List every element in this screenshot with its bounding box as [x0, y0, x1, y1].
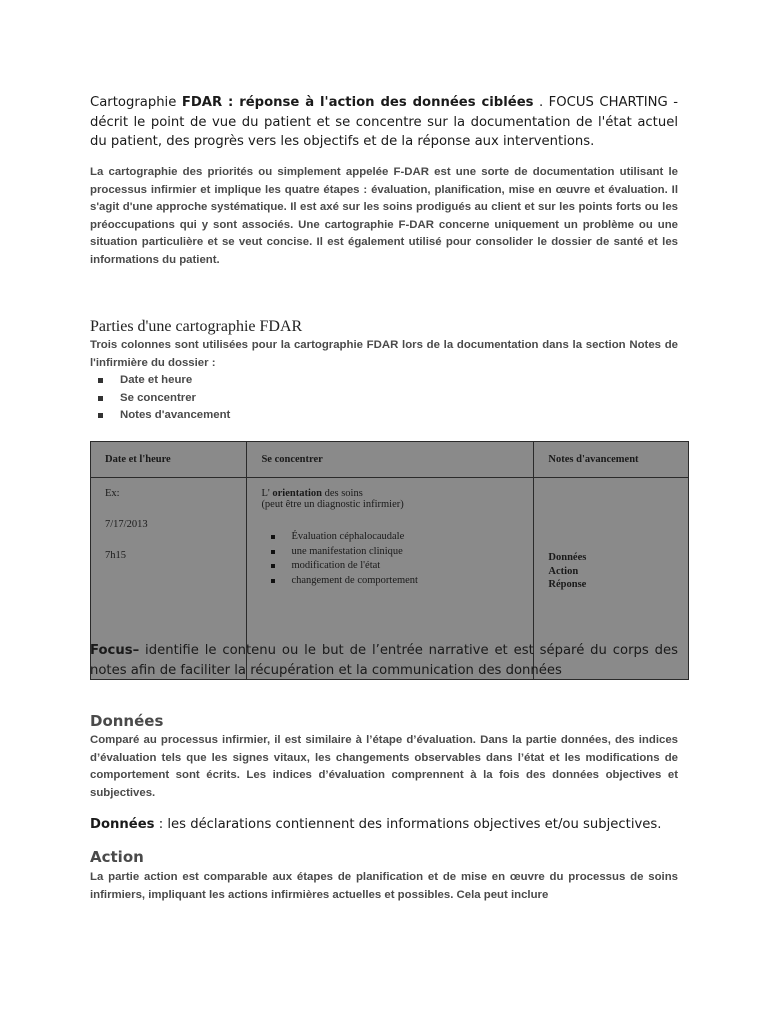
cell-date-value: 7/17/2013 [105, 519, 148, 530]
list-item-label: Évaluation céphalocaudale [291, 531, 405, 542]
list-item [96, 390, 230, 408]
notes-reponse: Réponse [548, 579, 587, 590]
table-header-row [91, 442, 689, 478]
bullet-square-icon [98, 396, 103, 401]
action-paragraph: La partie action est comparable aux étapes de planification et de mise en œuvre du processus de soins infirmiers, impliquant les actions infirmières actuelles et possibles. Cela peut inclure [90, 871, 678, 901]
focus-text: identifie le contenu ou le but de l’entrée narrative et est séparé du corps des notes afin de faciliter la récupération et la communication des données [90, 643, 678, 678]
list-item-label: changement de comportement [291, 574, 418, 586]
list-item-label: Se concentrer [120, 391, 196, 404]
orientation-word: orientation [272, 488, 322, 499]
donnees-line-label: Données [90, 817, 155, 832]
list-item [271, 574, 533, 589]
focus-paragraph [90, 641, 678, 680]
cell-orientation-line [261, 488, 533, 499]
action-heading: Action [90, 848, 144, 866]
header-focus: Se concentrer [247, 442, 534, 478]
list-item [271, 559, 533, 574]
parts-heading: Parties d'une cartographie FDAR [90, 318, 303, 335]
parts-intro: Trois colonnes sont utilisées pour la cartographie FDAR lors de la documentation dans la section Notes de l'infirmière du dossier : [90, 339, 678, 369]
cell-ex: Ex: [105, 488, 120, 499]
list-item [271, 530, 533, 545]
list-item-label: modification de l'état [291, 560, 381, 571]
bullet-square-icon [271, 535, 275, 539]
parts-list [96, 372, 230, 425]
notes-action: Action [548, 565, 579, 577]
cell-orientation-note: (peut être un diagnostic infirmier) [261, 499, 404, 510]
intro-title: réponse à l'action des données ciblées [239, 95, 534, 110]
focus-bullet-list [271, 530, 533, 588]
list-item-label: Date et heure [120, 374, 193, 386]
intro-prefix: Cartographie [90, 95, 182, 110]
header-notes: Notes d'avancement [534, 442, 689, 478]
intro-fdar: FDAR [181, 95, 223, 110]
list-item [271, 545, 533, 560]
bullet-square-icon [98, 378, 103, 383]
cell-time-value: 7h15 [105, 550, 126, 561]
bullet-square-icon [271, 564, 275, 568]
donnees-heading: Données [90, 712, 164, 730]
intro-rest: . FOCUS CHARTING - décrit le point de vue du patient et se concentre sur la documentation de l'état actuel du patient, des progrès vers les objectifs et de la réponse aux interventions. [90, 95, 678, 149]
orientation-prefix: L' [261, 488, 273, 499]
orientation-suffix: des soins [321, 488, 363, 499]
donnees-line-text: : les déclarations contiennent des informations objectives et/ou subjectives. [154, 817, 662, 832]
intro-paragraph [90, 93, 678, 152]
bullet-square-icon [271, 550, 275, 554]
list-item-label: Notes d'avancement [120, 409, 231, 421]
fdar-description-paragraph: La cartographie des priorités ou simplement appelée F-DAR est une sorte de documentation utilisant le processus infirmier et implique les quatre étapes : évaluation, planification, mise en œuvre et évaluation. Il s'agit d'une approche systématique. Il est axé sur les soins prodigués au client et sur les points forts ou les préoccupations qui y sont associés. Une cartographie F-DAR concerne uniquement un problème ou une situation particulière et se veut concise. Il est également utilisé pour consolider le dossier de santé et les informations du patient. [90, 166, 678, 266]
donnees-definition [90, 815, 678, 834]
list-item [96, 407, 230, 425]
bullet-square-icon [271, 579, 275, 583]
list-item [96, 372, 230, 390]
notes-donnees: Données [548, 552, 587, 563]
list-item-label: une manifestation clinique [291, 545, 403, 557]
header-date: Date et l'heure [91, 442, 247, 478]
bullet-square-icon [98, 413, 103, 418]
intro-colon: : [222, 95, 240, 110]
focus-label: Focus– [90, 643, 140, 658]
donnees-paragraph: Comparé au processus infirmier, il est similaire à l’étape d’évaluation. Dans la partie données, des indices d’évaluation tels que les signes vitaux, les changements observables dans l’état et les modifications de comportement sont écrits. Les indices d’évaluation comprennent à la fois des données objectives et subjectives. [90, 734, 678, 799]
